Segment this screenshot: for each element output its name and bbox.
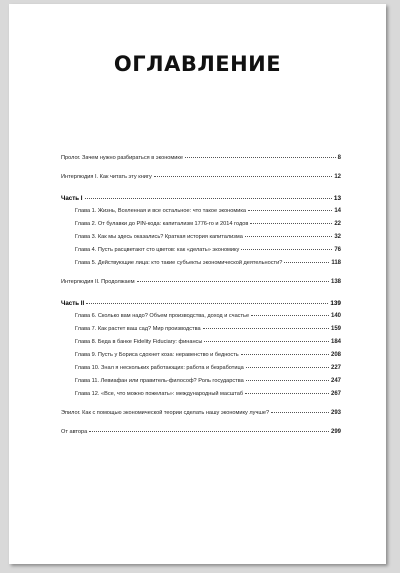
toc-page-number: 184 xyxy=(330,339,341,345)
toc-part-entry xyxy=(61,300,341,313)
toc-entry-title: Глава 3. Как мы здесь оказались? Краткая история капитализма xyxy=(75,234,243,240)
toc-chapter-entry xyxy=(61,378,341,391)
toc-entry-title: Глава 6. Сколько вам надо? Объем производства, доход и счастье xyxy=(75,313,250,319)
dot-leader xyxy=(271,412,329,413)
toc-page-number: 138 xyxy=(330,279,341,285)
toc-entry-title: Глава 1. Жизнь, Вселенная и все остальное: что такое экономика xyxy=(75,208,247,214)
section-spacer xyxy=(61,292,341,300)
toc-page-number: 13 xyxy=(333,195,341,202)
toc-chapter-entry xyxy=(61,208,341,221)
page-title: ОГЛАВЛЕНИЕ xyxy=(113,52,282,76)
toc-page-number: 299 xyxy=(330,429,341,435)
toc-entry-title: Глава 10. Знал я нескольких работающих: работа и безработица xyxy=(75,365,244,371)
dot-leader xyxy=(137,281,329,282)
toc-entry-title: Глава 8. Беда в банке Fidelity Fiduciary: финансы xyxy=(75,339,203,345)
toc-page-number: 12 xyxy=(334,174,341,180)
dot-leader xyxy=(246,380,329,381)
book-page xyxy=(9,4,386,564)
dot-leader xyxy=(248,210,332,211)
toc-entry xyxy=(61,155,341,168)
dot-leader xyxy=(154,176,333,177)
toc-chapter-entry xyxy=(61,234,341,247)
toc-entry-title: Глава 5. Действующие лица: кто такие субъекты экономической деятельности? xyxy=(75,260,283,266)
toc-page-number: 14 xyxy=(334,208,341,214)
toc-chapter-entry xyxy=(61,313,341,326)
toc-entry-title: Глава 9. Пусть у Бориса сдохнет коза: неравенство и бедность xyxy=(75,352,239,358)
toc-page-number: 159 xyxy=(330,326,341,332)
toc-chapter-entry xyxy=(61,260,341,273)
toc-entry xyxy=(61,279,341,292)
dot-leader xyxy=(89,431,329,432)
dot-leader xyxy=(241,249,332,250)
table-of-contents xyxy=(61,155,341,442)
toc-entry-title: Глава 12. «Все, что можно пожелать»: международный масштаб xyxy=(75,391,244,397)
dot-leader xyxy=(245,393,329,394)
toc-chapter-entry xyxy=(61,339,341,352)
toc-page-number: 22 xyxy=(334,221,341,227)
toc-entry xyxy=(61,429,341,442)
toc-chapter-entry xyxy=(61,391,341,404)
toc-entry-title: От автора xyxy=(61,429,88,435)
toc-entry-title: Глава 2. От булавки до PIN-кода: капитализм 1776-го и 2014 годов xyxy=(75,221,249,227)
toc-entry-title: Глава 4. Пусть расцветают сто цветов: как «делать» экономику xyxy=(75,247,240,253)
toc-page-number: 267 xyxy=(330,391,341,397)
dot-leader xyxy=(245,236,332,237)
dot-leader xyxy=(250,223,332,224)
toc-chapter-entry xyxy=(61,221,341,234)
dot-leader xyxy=(85,198,332,199)
toc-page-number: 139 xyxy=(330,300,341,307)
toc-page-number: 32 xyxy=(334,234,341,240)
toc-chapter-entry xyxy=(61,365,341,378)
toc-entry-title: Глава 7. Как растет ваш сад? Мир производства xyxy=(75,326,201,332)
dot-leader xyxy=(241,354,329,355)
toc-page-number: 140 xyxy=(330,313,341,319)
toc-page-number: 208 xyxy=(330,352,341,358)
toc-page-number: 76 xyxy=(334,247,341,253)
toc-entry-title: Интерлюдия I. Как читать эту книгу xyxy=(61,174,152,180)
dot-leader xyxy=(284,262,329,263)
dot-leader xyxy=(86,303,328,304)
toc-page-number: 293 xyxy=(330,410,341,416)
toc-chapter-entry xyxy=(61,247,341,260)
toc-entry xyxy=(61,410,341,423)
dot-leader xyxy=(251,315,329,316)
toc-entry-title: Интерлюдия II. Продолжаем xyxy=(61,279,135,285)
toc-page-number: 118 xyxy=(331,260,341,266)
dot-leader xyxy=(246,367,329,368)
toc-entry-title: Часть II xyxy=(61,300,85,307)
toc-page-number: 227 xyxy=(330,365,341,371)
dot-leader xyxy=(185,157,336,158)
dot-leader xyxy=(204,341,329,342)
toc-page-number: 8 xyxy=(337,155,341,161)
toc-entry-title: Эпилог. Как с помощью экономической теории сделать нашу экономику лучше? xyxy=(61,410,270,416)
toc-entry xyxy=(61,174,341,187)
toc-chapter-entry xyxy=(61,352,341,365)
toc-part-entry xyxy=(61,195,341,208)
section-spacer xyxy=(61,187,341,195)
toc-entry-title: Часть I xyxy=(61,195,83,202)
toc-chapter-entry xyxy=(61,326,341,339)
dot-leader xyxy=(203,328,329,329)
toc-entry-title: Пролог. Зачем нужно разбираться в экономике xyxy=(61,155,183,161)
toc-page-number: 247 xyxy=(330,378,341,384)
toc-entry-title: Глава 11. Левиафан или правитель-философ? Роль государства xyxy=(75,378,244,384)
